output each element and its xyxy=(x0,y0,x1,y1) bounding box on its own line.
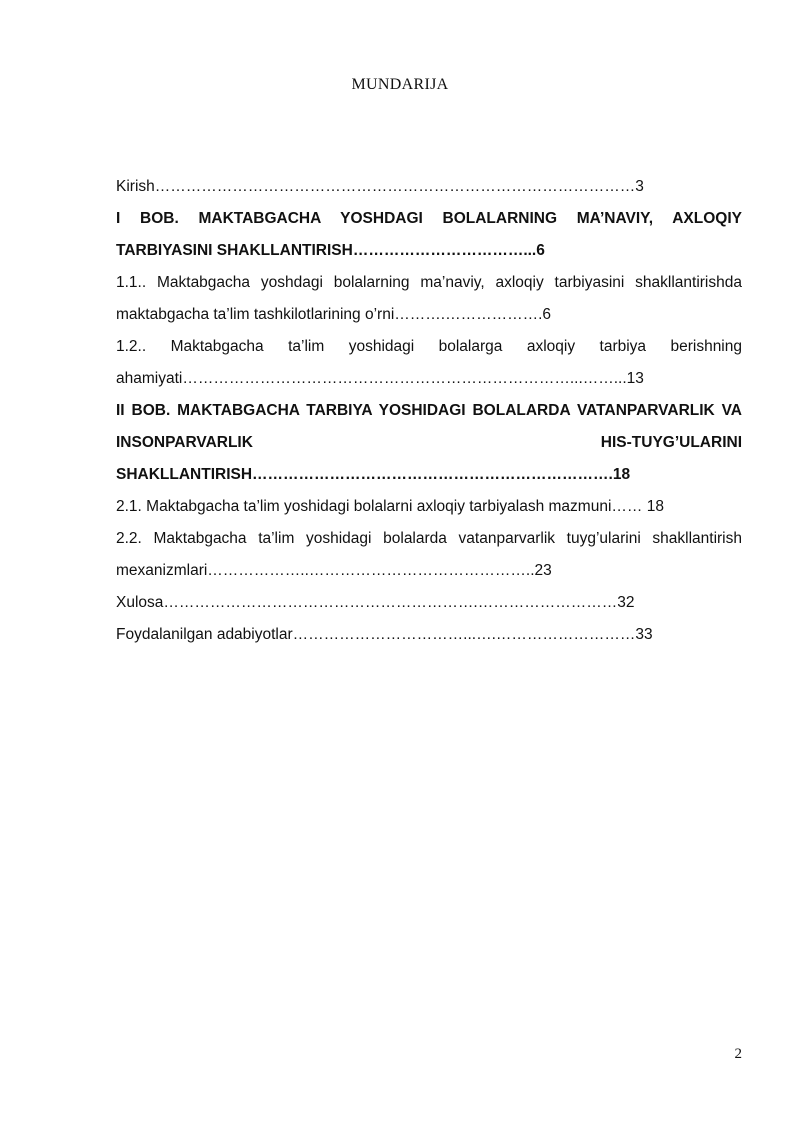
toc-entry-section-1-2: 1.2.. Maktabgacha ta’lim yoshidagi bolalarga axloqiy tarbiya berishning ahamiyati…………………………………………………………………...……...13 xyxy=(116,338,742,387)
page-number: 2 xyxy=(734,1046,742,1062)
toc-entry-section-2-1: 2.1. Maktabgacha ta’lim yoshidagi bolalarni axloqiy tarbiyalash mazmuni…… 18 xyxy=(116,498,664,515)
toc-entry-adabiyotlar: Foydalanilgan adabiyotlar……………………………...….………………………33 xyxy=(116,626,653,643)
toc-entry-section-2-2: 2.2. Maktabgacha ta’lim yoshidagi bolalarda vatanparvarlik tuyg’ularini shakllantirish mexanizmlari………………..……………………………………..23 xyxy=(116,530,742,579)
toc-entry-chapter-2: II BOB. MAKTABGACHA TARBIYA YOSHIDAGI BOLALARDA VATANPARVARLIK VA INSONPARVARLIK HIS-TUYG’ULARINI SHAKLLANTIRISH…………………………………………………………….18 xyxy=(116,402,742,483)
page-title: MUNDARIJA xyxy=(351,76,449,93)
table-of-contents xyxy=(116,171,742,651)
toc-entry-xulosa: Xulosa…………………………………………………….………………………32 xyxy=(116,594,635,611)
toc-entry-chapter-1: I BOB. MAKTABGACHA YOSHDAGI BOLALARNING MA’NAVIY, AXLOQIY TARBIYASINI SHAKLLANTIRISH……………………………...6 xyxy=(116,210,742,259)
toc-entry-kirish: Kirish…………………………………………………………………………………3 xyxy=(116,178,644,195)
toc-entry-section-1-1: 1.1.. Maktabgacha yoshdagi bolalarning ma’naviy, axloqiy tarbiyasini shakllantirishda maktabgacha ta’lim tashkilotlarining o’rni……….……………….6 xyxy=(116,274,742,323)
